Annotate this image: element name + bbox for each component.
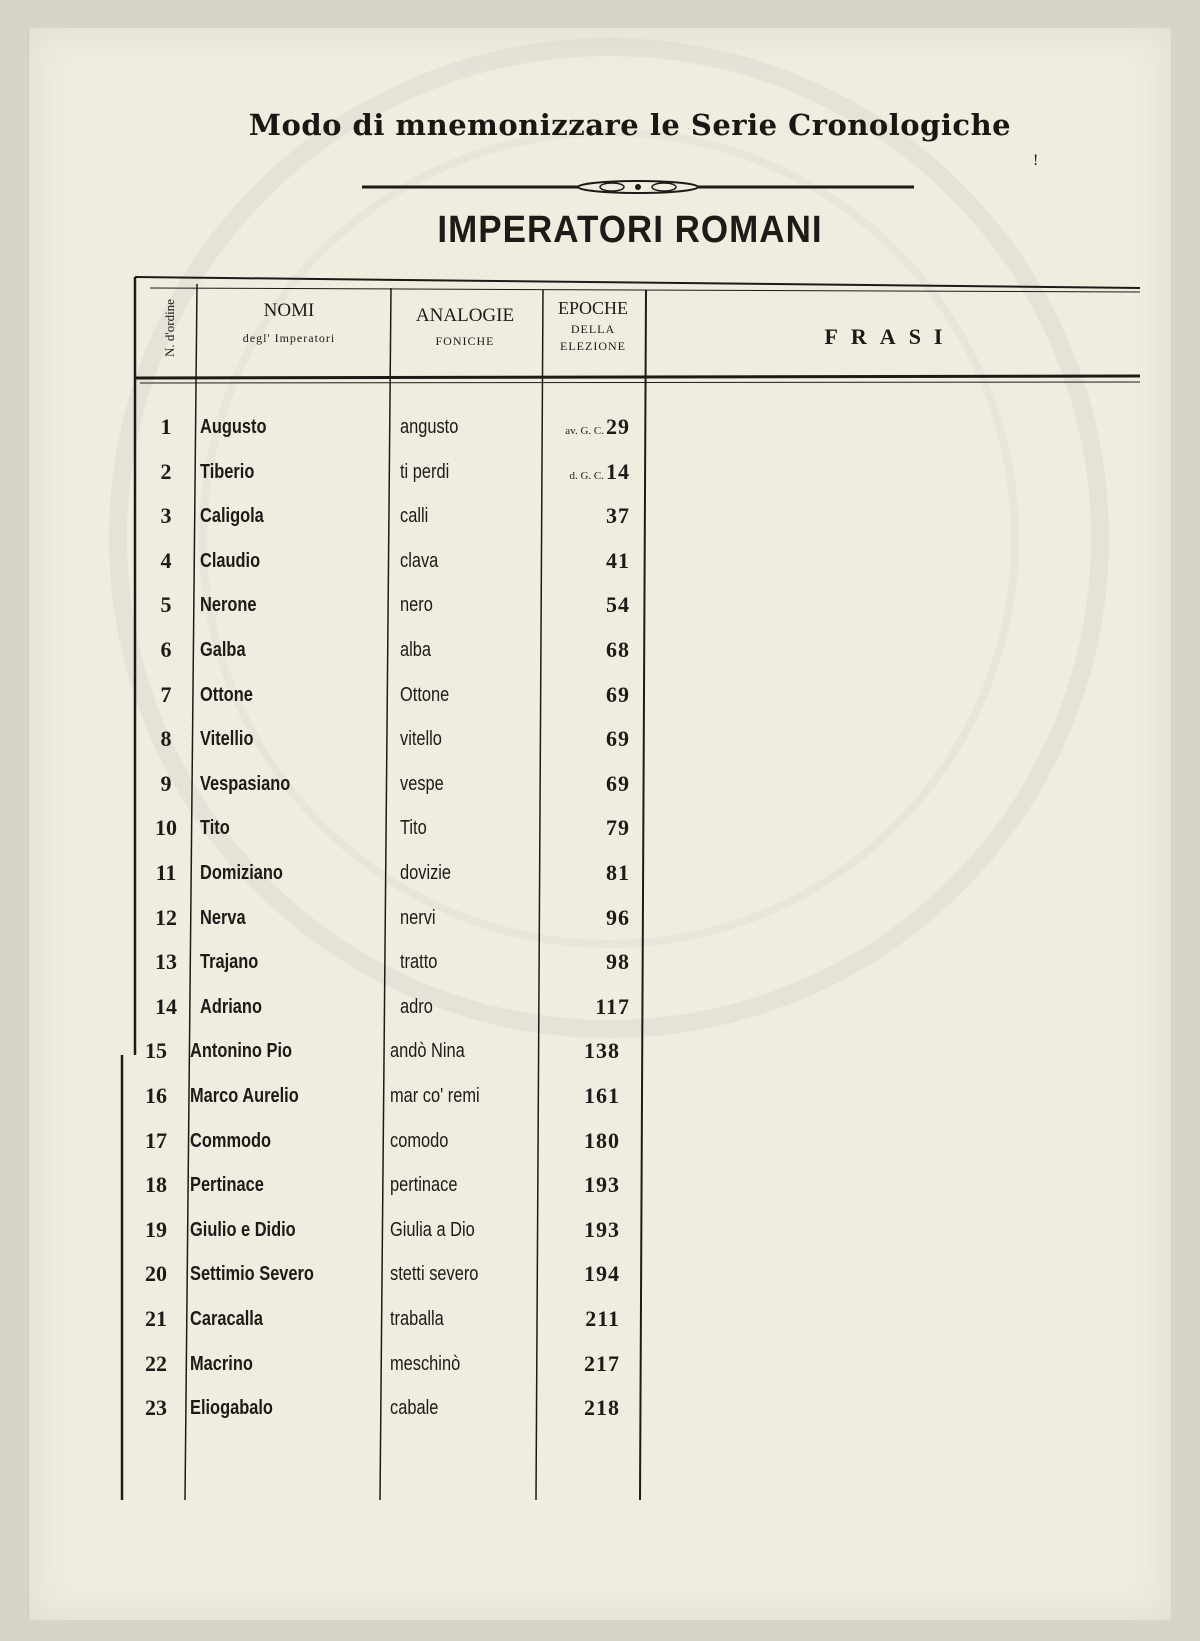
row-number: 8 (160, 726, 172, 751)
year-value: 193 (584, 1217, 620, 1242)
election-year (540, 634, 630, 666)
phonetic-analogy: dovizie (400, 862, 452, 884)
year-value: 29 (606, 414, 630, 439)
phonetic-analogy: angusto (400, 416, 459, 438)
row-number: 9 (160, 771, 172, 796)
election-year (530, 1303, 620, 1335)
election-year (540, 768, 630, 800)
emperor-name: Tiberio (200, 461, 255, 483)
row-number: 11 (155, 860, 177, 885)
year-value: 117 (595, 994, 630, 1019)
era-label: av. G. C. (565, 425, 604, 437)
emperor-name: Vespasiano (200, 773, 291, 795)
row-number: 2 (160, 459, 172, 484)
year-value: 69 (606, 682, 630, 707)
column-header-analogie-title: ANALOGIE (415, 305, 515, 326)
year-value: 14 (606, 459, 630, 484)
year-value: 217 (584, 1351, 620, 1376)
year-value: 69 (606, 726, 630, 751)
emperor-name: Nerva (200, 907, 246, 929)
election-year (540, 902, 630, 934)
row-number: 16 (145, 1083, 167, 1108)
row-number: 21 (145, 1306, 167, 1331)
year-value: 194 (584, 1261, 620, 1286)
emperor-name: Eliogabalo (190, 1397, 273, 1419)
emperor-name: Tito (200, 817, 230, 839)
year-value: 81 (606, 860, 630, 885)
margin-mark: ! (1033, 152, 1039, 169)
year-value: 96 (606, 905, 630, 930)
phonetic-analogy: clava (400, 550, 439, 572)
column-header-epoche (543, 298, 643, 354)
row-number: 5 (160, 592, 172, 617)
year-value: 98 (606, 949, 630, 974)
year-value: 41 (606, 548, 630, 573)
election-year (530, 1392, 620, 1424)
election-year (540, 857, 630, 889)
row-number: 14 (155, 994, 177, 1019)
emperor-name: Marco Aurelio (190, 1085, 299, 1107)
election-year (530, 1348, 620, 1380)
election-year (530, 1080, 620, 1112)
phonetic-analogy: cabale (390, 1397, 439, 1419)
emperor-name: Domiziano (200, 862, 283, 884)
column-header-nomi-title: NOMI (263, 300, 315, 321)
phonetic-analogy: Giulia a Dio (390, 1219, 475, 1241)
row-number: 19 (145, 1217, 167, 1242)
row-number: 23 (145, 1395, 167, 1420)
phonetic-analogy: tratto (400, 951, 438, 973)
phonetic-analogy: calli (400, 505, 429, 527)
emperor-name: Commodo (190, 1130, 272, 1152)
emperor-name: Galba (200, 639, 246, 661)
election-year (540, 723, 630, 755)
row-number: 12 (155, 905, 177, 930)
emperor-name: Adriano (200, 996, 262, 1018)
year-value: 138 (584, 1038, 620, 1063)
phonetic-analogy: nervi (400, 907, 436, 929)
column-header-epoche-title: EPOCHE (557, 298, 628, 318)
phonetic-analogy: stetti severo (390, 1263, 479, 1285)
year-value: 37 (606, 503, 630, 528)
column-header-analogie (390, 305, 540, 349)
column-header-nomi-sub: degl' Imperatori (242, 330, 336, 345)
phonetic-analogy: vespe (400, 773, 444, 795)
phonetic-analogy: adro (400, 996, 433, 1018)
election-year (540, 456, 630, 488)
year-value: 193 (584, 1172, 620, 1197)
phonetic-analogy: Tito (400, 817, 427, 839)
year-value: 161 (584, 1083, 620, 1108)
column-header-analogie-sub: FONICHE (435, 333, 495, 348)
row-number: 18 (145, 1172, 167, 1197)
emperor-name: Vitellio (200, 728, 254, 750)
row-number: 1 (160, 414, 172, 439)
year-value: 211 (585, 1306, 620, 1331)
row-number: 22 (145, 1351, 167, 1376)
phonetic-analogy: Ottone (400, 684, 450, 706)
table-title: IMPERATORI ROMANI (437, 208, 823, 251)
year-value: 68 (606, 637, 630, 662)
phonetic-analogy: mar co' remi (390, 1085, 480, 1107)
row-number: 13 (155, 949, 177, 974)
phonetic-analogy: meschinò (390, 1353, 461, 1375)
row-number: 17 (145, 1128, 167, 1153)
year-value: 54 (606, 592, 630, 617)
emperor-name: Pertinace (190, 1174, 264, 1196)
phonetic-analogy: nero (400, 594, 433, 616)
row-number: 15 (145, 1038, 167, 1063)
row-number: 20 (145, 1261, 167, 1286)
row-number: 6 (160, 637, 172, 662)
election-year (540, 500, 630, 532)
election-year (540, 589, 630, 621)
year-value: 218 (584, 1395, 620, 1420)
emperor-name: Caracalla (190, 1308, 263, 1330)
election-year (540, 545, 630, 577)
column-header-ordine: N. d'ordine (162, 299, 177, 357)
phonetic-analogy: alba (400, 639, 432, 661)
phonetic-analogy: andò Nina (390, 1040, 465, 1062)
year-value: 79 (606, 815, 630, 840)
emperor-name: Claudio (200, 550, 261, 572)
phonetic-analogy: pertinace (390, 1174, 458, 1196)
election-year (530, 1035, 620, 1067)
page-header: Modo di mnemonizzare le Serie Cronologiche (248, 108, 1012, 142)
emperor-name: Augusto (200, 416, 267, 438)
row-number: 10 (155, 815, 177, 840)
column-header-epoche-sub2: ELEZIONE (560, 339, 626, 354)
era-label: d. G. C. (569, 470, 604, 482)
year-value: 69 (606, 771, 630, 796)
election-year (540, 411, 630, 443)
election-year (540, 991, 630, 1023)
election-year (530, 1169, 620, 1201)
row-number: 4 (160, 548, 172, 573)
year-value: 180 (584, 1128, 620, 1153)
phonetic-analogy: traballa (390, 1308, 444, 1330)
emperor-name: Trajano (200, 951, 259, 973)
election-year (530, 1258, 620, 1290)
row-number: 7 (160, 682, 172, 707)
election-year (530, 1125, 620, 1157)
emperor-name: Settimio Severo (190, 1263, 314, 1285)
emperor-name: Nerone (200, 594, 257, 616)
column-header-nomi (200, 300, 378, 346)
column-header-frasi: FRASI (824, 324, 956, 349)
phonetic-analogy: comodo (390, 1130, 449, 1152)
emperor-name: Caligola (200, 505, 264, 527)
phonetic-analogy: vitello (400, 728, 442, 750)
election-year (540, 679, 630, 711)
emperor-name: Macrino (190, 1353, 253, 1375)
row-number: 3 (160, 503, 172, 528)
emperor-name: Antonino Pio (190, 1040, 293, 1062)
election-year (530, 1214, 620, 1246)
column-header-epoche-sub1: DELLA (570, 321, 616, 336)
emperor-name: Ottone (200, 684, 253, 706)
election-year (540, 946, 630, 978)
phonetic-analogy: ti perdi (400, 461, 450, 483)
emperor-name: Giulio e Didio (190, 1219, 296, 1241)
election-year (540, 812, 630, 844)
